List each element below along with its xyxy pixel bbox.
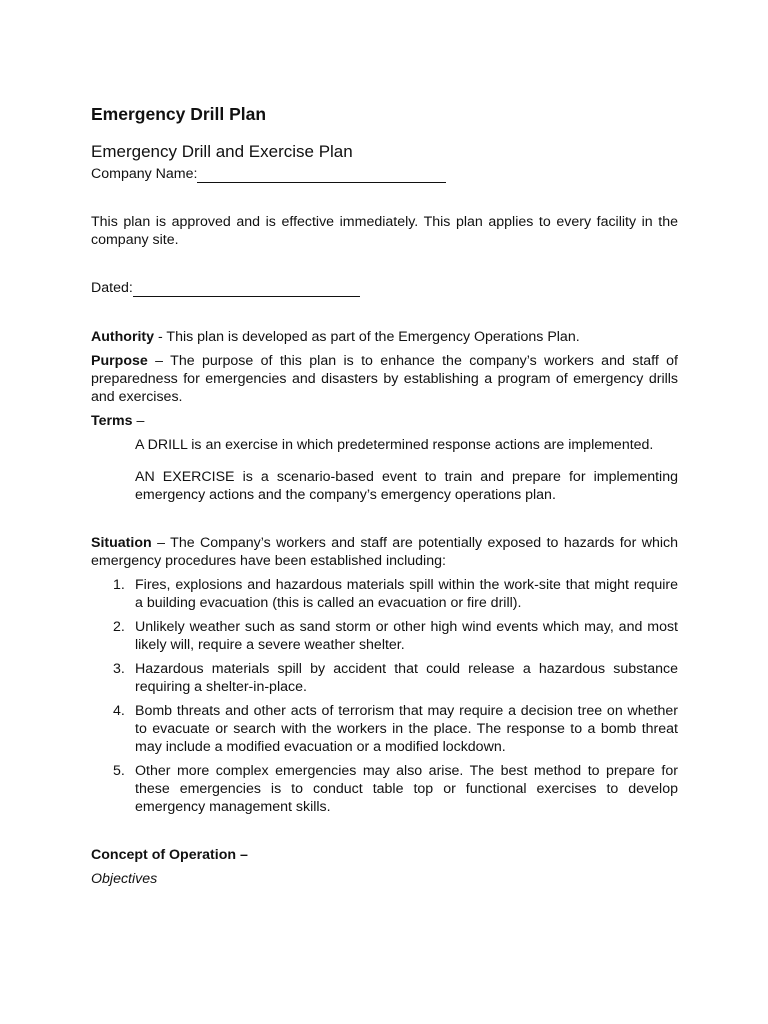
company-name-blank	[197, 167, 446, 183]
list-item-text: Bomb threats and other acts of terrorism that may require a decision tree on whether to evacuate or search with the workers in the place. The response to a bomb threat may include a modified evacuation or a modified lockdown.	[135, 703, 678, 756]
authority-heading: Authority	[91, 329, 155, 345]
situation-heading: Situation	[91, 535, 152, 552]
document-title: Emergency Drill Plan	[91, 104, 267, 124]
list-item-text: Other more complex emergencies may also arise. The best method to prepare for these emergencies is to conduct table top or functional exercises to develop emergency management skills.	[135, 763, 678, 816]
dated-label: Dated:	[91, 280, 133, 296]
situation-paragraph	[91, 534, 678, 570]
dated-blank	[133, 281, 360, 297]
terms-heading-line	[91, 412, 678, 430]
concept-heading: Concept of Operation –	[91, 847, 248, 864]
situation-text: – The Company’s workers and staff are potentially exposed to hazards for which emergency procedures have been established including:	[91, 535, 678, 570]
terms-heading: Terms	[91, 413, 133, 429]
list-item-text: Fires, explosions and hazardous materials spill within the work-site that might require a building evacuation (this is called an evacuation or fire drill).	[135, 577, 678, 612]
list-item-number: 4.	[113, 703, 125, 720]
list-item-number: 3.	[113, 661, 125, 678]
list-item-text: Hazardous materials spill by accident that could release a hazardous substance requiring a shelter-in-place.	[135, 661, 678, 696]
situation-list	[91, 576, 678, 816]
authority-text: - This plan is developed as part of the Emergency Operations Plan.	[154, 329, 580, 345]
list-item-number: 5.	[113, 763, 125, 780]
dated-line	[91, 279, 678, 297]
term-drill: A DRILL is an exercise in which predetermined response actions are implemented.	[135, 437, 654, 453]
list-item	[91, 702, 678, 756]
document-subtitle: Emergency Drill and Exercise Plan	[91, 142, 353, 161]
list-item-number: 1.	[113, 577, 125, 594]
list-item	[91, 660, 678, 696]
purpose-paragraph	[91, 352, 678, 406]
authority-paragraph	[91, 328, 678, 346]
term-exercise: AN EXERCISE is a scenario-based event to train and prepare for implementing emergency actions and the company’s emergency operations plan.	[135, 469, 678, 504]
purpose-heading: Purpose	[91, 353, 148, 369]
terms-dash: –	[132, 413, 145, 429]
document-page	[91, 103, 678, 888]
company-name-line	[91, 165, 678, 183]
intro-paragraph: This plan is approved and is effective immediately. This plan applies to every facility in the company site.	[91, 214, 678, 248]
list-item	[91, 762, 678, 816]
objectives-heading: Objectives	[91, 871, 158, 888]
list-item-number: 2.	[113, 619, 125, 636]
list-item	[91, 618, 678, 654]
company-name-label: Company Name:	[91, 166, 198, 182]
purpose-text: – The purpose of this plan is to enhance the company’s workers and staff of preparedness for emergencies and disasters by establishing a program of emergency drills and exercises.	[91, 353, 678, 405]
list-item	[91, 576, 678, 612]
list-item-text: Unlikely weather such as sand storm or other high wind events which may, and most likely will, require a severe weather shelter.	[135, 619, 678, 654]
